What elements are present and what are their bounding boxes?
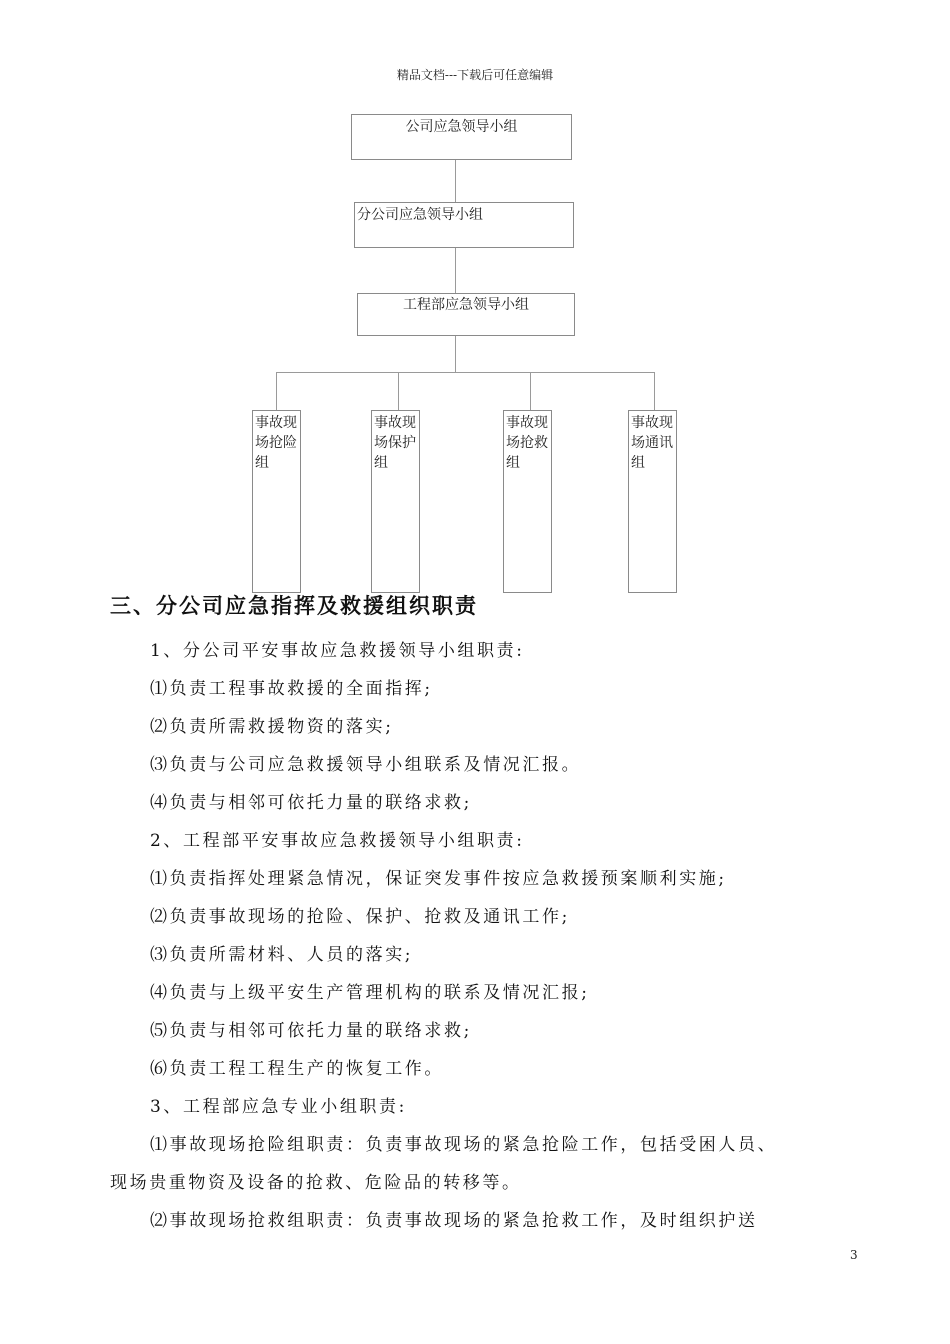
section-title: 三、分公司应急指挥及救援组织职责 [110, 593, 478, 618]
org-box-label: 公司应急领导小组 [405, 119, 518, 135]
paragraph: 1、分公司平安事故应急救援领导小组职责: [150, 641, 525, 661]
connector-line [398, 372, 399, 410]
paragraph: 2、工程部平安事故应急救援领导小组职责: [150, 831, 525, 851]
paragraph: ⑴负责工程事故救援的全面指挥; [150, 679, 433, 699]
connector-line [455, 160, 456, 202]
paragraph: 3、工程部应急专业小组职责: [150, 1097, 407, 1117]
org-box-label: 分公司应急领导小组 [357, 207, 483, 223]
org-box-engineering [357, 293, 575, 336]
paragraph: ⑷负责与上级平安生产管理机构的联系及情况汇报; [150, 983, 590, 1003]
org-box-company [351, 114, 572, 160]
connector-line [530, 372, 531, 410]
page-number: 3 [850, 1248, 858, 1262]
paragraph: ⑵负责所需救援物资的落实; [150, 717, 394, 737]
team-box-protection [371, 410, 420, 593]
paragraph: ⑸负责与相邻可依托力量的联络求救; [150, 1021, 472, 1041]
connector-bus [276, 372, 655, 373]
connector-line [654, 372, 655, 410]
paragraph: 现场贵重物资及设备的抢救、危险品的转移等。 [110, 1173, 522, 1193]
paragraph: ⑵事故现场抢救组职责：负责事故现场的紧急抢救工作，及时组织护送 [150, 1211, 758, 1231]
team-label: 事故现场保护组 [374, 415, 416, 471]
team-label: 事故现场抢救组 [506, 415, 548, 471]
paragraph: ⑴事故现场抢险组职责：负责事故现场的紧急抢险工作，包括受困人员、 [150, 1135, 778, 1155]
paragraph: ⑷负责与相邻可依托力量的联络求救; [150, 793, 472, 813]
connector-line [455, 336, 456, 372]
paragraph: ⑵负责事故现场的抢险、保护、抢救及通讯工作; [150, 907, 570, 927]
paragraph: ⑶负责与公司应急救援领导小组联系及情况汇报。 [150, 755, 582, 775]
team-box-first-aid [503, 410, 552, 593]
connector-line [455, 248, 456, 293]
paragraph: ⑶负责所需材料、人员的落实; [150, 945, 414, 965]
team-box-communication [628, 410, 677, 593]
team-label: 事故现场通讯组 [631, 415, 673, 471]
page-header: 精品文档---下载后可任意编辑 [396, 68, 554, 82]
paragraph: ⑴负责指挥处理紧急情况，保证突发事件按应急救援预案顺利实施; [150, 869, 727, 889]
org-box-label: 工程部应急领导小组 [403, 297, 529, 313]
team-label: 事故现场抢险组 [255, 415, 297, 471]
connector-line [276, 372, 277, 410]
team-box-rescue [252, 410, 301, 593]
org-box-branch [354, 202, 574, 248]
paragraph: ⑹负责工程工程生产的恢复工作。 [150, 1059, 444, 1079]
